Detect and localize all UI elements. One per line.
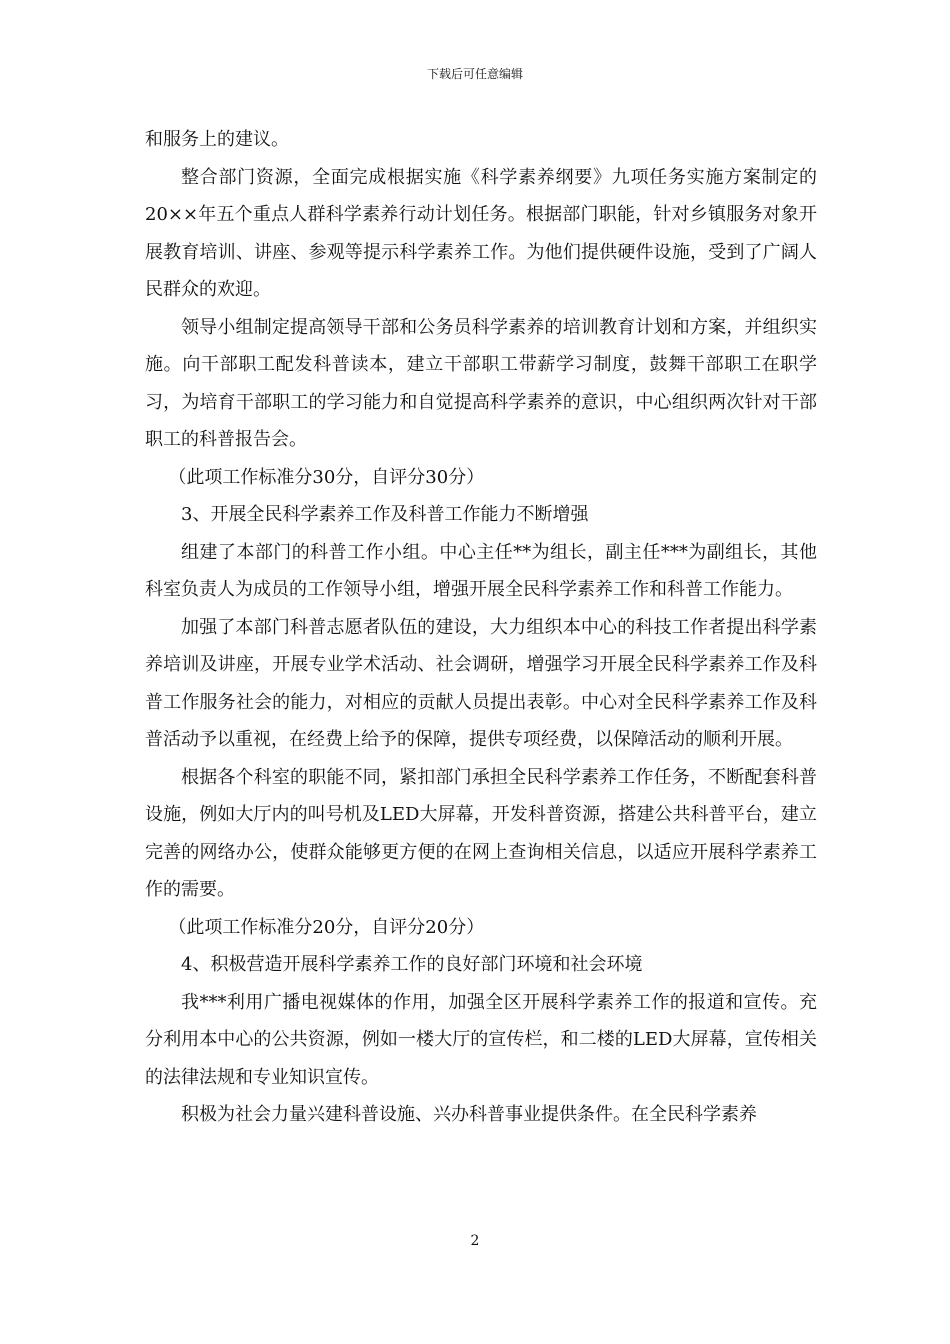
score-note: （此项工作标准分20分，自评分20分） (168, 916, 485, 938)
paragraph: 加强了本部门科普志愿者队伍的建设，大力组织本中心的科技工作者提出科学素养培训及讲座，开展专业学术活动、社会调研，增强学习开展全民科学素养工作及科普工作服务社会的能力，对相应的贡献人员提出表彰。中心对全民科学素养工作及科普活动予以重视，在经费上给予的保障，提供专项经费，以保障活动的顺利开展。 (145, 616, 817, 750)
page-number: 2 (470, 1233, 480, 1249)
paragraph: 领导小组制定提高领导干部和公务员科学素养的培训教育计划和方案，并组织实施。向干部职工配发科普读本，建立干部职工带薪学习制度，鼓舞干部职工在职学习，为培育干部职工的学习能力和自觉提高科学素养的意识，中心组织两次针对干部职工的科普报告会。 (145, 316, 817, 450)
paragraph: 积极为社会力量兴建科普设施、兴办科普事业提供条件。在全民科学素养 (181, 1104, 757, 1125)
paragraph: 和服务上的建议。 (145, 129, 289, 150)
section-heading: 4、积极营造开展科学素养工作的良好部门环境和社会环境 (181, 954, 643, 975)
page-header: 下载后可任意编辑 (426, 67, 523, 81)
document-body (145, 121, 817, 1134)
paragraph: 根据各个科室的职能不同，紧扣部门承担全民科学素养工作任务，不断配套科普设施，例如大厅内的叫号机及LED大屏幕，开发科普资源，搭建公共科普平台，建立完善的网络办公，使群众能够更方便的在网上查询相关信息，以适应开展科学素养工作的需要。 (145, 766, 817, 900)
paragraph: 我***利用广播电视媒体的作用，加强全区开展科学素养工作的报道和宣传。充分利用本中心的公共资源，例如一楼大厅的宣传栏，和二楼的LED大屏幕，宣传相关的法律法规和专业知识宣传。 (145, 991, 817, 1088)
paragraph: 整合部门资源，全面完成根据实施《科学素养纲要》九项任务实施方案制定的20××年五个重点人群科学素养行动计划任务。根据部门职能，针对乡镇服务对象开展教育培训、讲座、参观等提示科学素养工作。为他们提供硬件设施，受到了广阔人民群众的欢迎。 (145, 166, 817, 300)
section-heading: 3、开展全民科学素养工作及科普工作能力不断增强 (181, 504, 589, 525)
paragraph: 组建了本部门的科普工作小组。中心主任**为组长，副主任***为副组长，其他科室负责人为成员的工作领导小组，增强开展全民科学素养工作和科普工作能力。 (145, 541, 817, 600)
score-note: （此项工作标准分30分，自评分30分） (168, 466, 485, 488)
